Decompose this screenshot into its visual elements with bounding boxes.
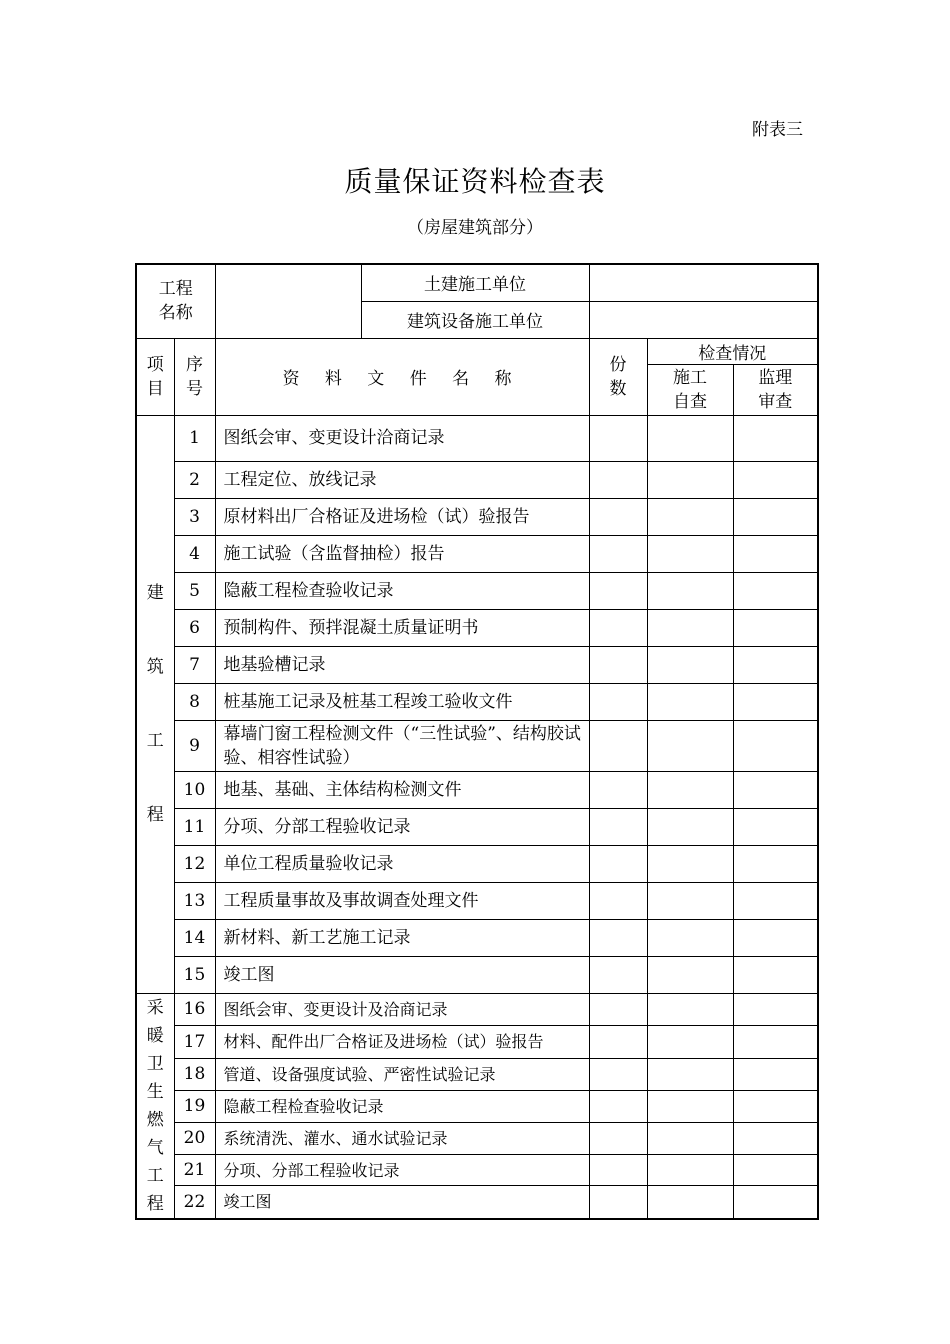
row-self-check[interactable]	[647, 882, 733, 919]
table-row	[136, 646, 818, 683]
col-seq-label: 序号	[185, 354, 203, 399]
row-seq: 17	[174, 1026, 215, 1059]
table-row	[136, 956, 818, 993]
row-supervisor-check[interactable]	[733, 993, 818, 1026]
row-copies[interactable]	[589, 415, 647, 461]
civil-contractor-value[interactable]	[589, 264, 818, 301]
row-seq: 5	[174, 572, 215, 609]
appendix-label: 附表三	[752, 120, 803, 140]
row-self-check[interactable]	[647, 1058, 733, 1091]
table-row	[136, 808, 818, 845]
project-name-value[interactable]	[215, 264, 361, 338]
col-supervisor-check-header	[733, 364, 818, 415]
col-copies-label: 份数	[609, 354, 627, 399]
row-seq: 2	[174, 461, 215, 498]
row-doc-name: 新材料、新工艺施工记录	[215, 919, 589, 956]
row-supervisor-check[interactable]	[733, 1155, 818, 1186]
row-supervisor-check[interactable]	[733, 498, 818, 535]
row-doc-name: 工程质量事故及事故调查处理文件	[215, 882, 589, 919]
row-self-check[interactable]	[647, 461, 733, 498]
row-self-check[interactable]	[647, 683, 733, 720]
col-check-header: 检查情况	[647, 338, 818, 364]
table-row	[136, 1186, 818, 1219]
row-seq: 7	[174, 646, 215, 683]
row-self-check[interactable]	[647, 415, 733, 461]
col-copies-header	[589, 338, 647, 415]
row-supervisor-check[interactable]	[733, 461, 818, 498]
row-self-check[interactable]	[647, 1186, 733, 1219]
col-item-label: 项目	[146, 354, 164, 399]
quality-assurance-table	[135, 263, 819, 1220]
row-supervisor-check[interactable]	[733, 882, 818, 919]
row-seq: 3	[174, 498, 215, 535]
row-copies[interactable]	[589, 771, 647, 808]
col-self-check-label: 施工自查	[673, 367, 707, 412]
table-row	[136, 1026, 818, 1059]
row-supervisor-check[interactable]	[733, 845, 818, 882]
row-supervisor-check[interactable]	[733, 1122, 818, 1155]
table-row	[136, 1058, 818, 1091]
row-copies[interactable]	[589, 609, 647, 646]
row-copies[interactable]	[589, 646, 647, 683]
row-copies[interactable]	[589, 1155, 647, 1186]
row-seq: 4	[174, 535, 215, 572]
row-supervisor-check[interactable]	[733, 720, 818, 771]
row-self-check[interactable]	[647, 720, 733, 771]
table-row	[136, 461, 818, 498]
table-row	[136, 609, 818, 646]
row-copies[interactable]	[589, 535, 647, 572]
project-name-label-cell	[136, 264, 215, 338]
row-self-check[interactable]	[647, 1122, 733, 1155]
row-self-check[interactable]	[647, 993, 733, 1026]
row-doc-name: 图纸会审、变更设计洽商记录	[215, 415, 589, 461]
row-self-check[interactable]	[647, 609, 733, 646]
row-self-check[interactable]	[647, 956, 733, 993]
row-supervisor-check[interactable]	[733, 956, 818, 993]
category-label: 采暖卫生燃气工程	[146, 997, 164, 1214]
table-row	[136, 882, 818, 919]
row-copies[interactable]	[589, 1122, 647, 1155]
row-doc-name: 管道、设备强度试验、严密性试验记录	[215, 1058, 589, 1091]
row-self-check[interactable]	[647, 535, 733, 572]
row-seq: 8	[174, 683, 215, 720]
table-row	[136, 993, 818, 1026]
table-row	[136, 1155, 818, 1186]
row-self-check[interactable]	[647, 771, 733, 808]
equipment-contractor-value[interactable]	[589, 301, 818, 338]
row-doc-name: 图纸会审、变更设计及洽商记录	[215, 993, 589, 1026]
row-doc-name: 幕墙门窗工程检测文件（“三性试验”、结构胶试验、相容性试验）	[215, 720, 589, 771]
row-seq: 20	[174, 1122, 215, 1155]
row-copies[interactable]	[589, 461, 647, 498]
row-doc-name: 单位工程质量验收记录	[215, 845, 589, 882]
row-self-check[interactable]	[647, 1091, 733, 1122]
row-copies[interactable]	[589, 1058, 647, 1091]
row-doc-name: 施工试验（含监督抽检）报告	[215, 535, 589, 572]
row-supervisor-check[interactable]	[733, 1026, 818, 1059]
col-item-header	[136, 338, 174, 415]
row-supervisor-check[interactable]	[733, 415, 818, 461]
table-row	[136, 919, 818, 956]
row-self-check[interactable]	[647, 1026, 733, 1059]
row-doc-name: 工程定位、放线记录	[215, 461, 589, 498]
row-seq: 19	[174, 1091, 215, 1122]
row-doc-name: 竣工图	[215, 956, 589, 993]
row-doc-name: 材料、配件出厂合格证及进场检（试）验报告	[215, 1026, 589, 1059]
row-supervisor-check[interactable]	[733, 808, 818, 845]
row-doc-name: 地基验槽记录	[215, 646, 589, 683]
row-self-check[interactable]	[647, 498, 733, 535]
page-subtitle: （房屋建筑部分）	[407, 218, 543, 238]
row-seq: 22	[174, 1186, 215, 1219]
row-copies[interactable]	[589, 1186, 647, 1219]
row-doc-name: 系统清洗、灌水、通水试验记录	[215, 1122, 589, 1155]
row-seq: 18	[174, 1058, 215, 1091]
table-row	[136, 535, 818, 572]
row-seq: 14	[174, 919, 215, 956]
row-supervisor-check[interactable]	[733, 1186, 818, 1219]
row-copies[interactable]	[589, 1026, 647, 1059]
row-copies[interactable]	[589, 720, 647, 771]
row-supervisor-check[interactable]	[733, 535, 818, 572]
row-seq: 15	[174, 956, 215, 993]
row-seq: 16	[174, 993, 215, 1026]
table-row	[136, 498, 818, 535]
category-cell	[136, 415, 174, 993]
row-doc-name: 分项、分部工程验收记录	[215, 808, 589, 845]
table-row	[136, 572, 818, 609]
row-seq: 1	[174, 415, 215, 461]
row-copies[interactable]	[589, 993, 647, 1026]
row-seq: 6	[174, 609, 215, 646]
col-supervisor-check-label: 监理审查	[758, 367, 793, 412]
col-doc-name-label: 资 料 文 件 名 称	[282, 369, 522, 389]
row-supervisor-check[interactable]	[733, 609, 818, 646]
row-doc-name: 桩基施工记录及桩基工程竣工验收文件	[215, 683, 589, 720]
row-supervisor-check[interactable]	[733, 646, 818, 683]
row-doc-name: 原材料出厂合格证及进场检（试）验报告	[215, 498, 589, 535]
row-copies[interactable]	[589, 956, 647, 993]
category-cell	[136, 993, 174, 1219]
row-supervisor-check[interactable]	[733, 683, 818, 720]
row-copies[interactable]	[589, 498, 647, 535]
row-seq: 21	[174, 1155, 215, 1186]
col-self-check-header	[647, 364, 733, 415]
page-title: 质量保证资料检查表	[344, 165, 606, 198]
row-copies[interactable]	[589, 882, 647, 919]
row-supervisor-check[interactable]	[733, 771, 818, 808]
project-name-label: 工程名称	[158, 279, 193, 324]
table-row	[136, 720, 818, 771]
table-row	[136, 1091, 818, 1122]
category-label: 建筑工程	[146, 583, 164, 825]
row-seq: 11	[174, 808, 215, 845]
table-row	[136, 845, 818, 882]
table-body	[136, 264, 818, 1219]
row-self-check[interactable]	[647, 572, 733, 609]
row-supervisor-check[interactable]	[733, 1058, 818, 1091]
row-self-check[interactable]	[647, 808, 733, 845]
row-seq: 10	[174, 771, 215, 808]
equipment-contractor-label: 建筑设备施工单位	[361, 301, 589, 338]
row-copies[interactable]	[589, 572, 647, 609]
row-self-check[interactable]	[647, 845, 733, 882]
row-copies[interactable]	[589, 845, 647, 882]
civil-contractor-label: 土建施工单位	[361, 264, 589, 301]
row-supervisor-check[interactable]	[733, 1091, 818, 1122]
row-copies[interactable]	[589, 1091, 647, 1122]
table-row	[136, 1122, 818, 1155]
table-row	[136, 415, 818, 461]
row-doc-name: 地基、基础、主体结构检测文件	[215, 771, 589, 808]
row-supervisor-check[interactable]	[733, 572, 818, 609]
row-self-check[interactable]	[647, 919, 733, 956]
row-doc-name: 隐蔽工程检查验收记录	[215, 1091, 589, 1122]
table-row	[136, 771, 818, 808]
row-seq: 12	[174, 845, 215, 882]
row-seq: 9	[174, 720, 215, 771]
table-row	[136, 683, 818, 720]
row-seq: 13	[174, 882, 215, 919]
row-doc-name: 竣工图	[215, 1186, 589, 1219]
col-doc-name-header	[215, 338, 589, 415]
row-doc-name: 隐蔽工程检查验收记录	[215, 572, 589, 609]
row-doc-name: 分项、分部工程验收记录	[215, 1155, 589, 1186]
row-copies[interactable]	[589, 808, 647, 845]
row-self-check[interactable]	[647, 646, 733, 683]
row-copies[interactable]	[589, 683, 647, 720]
row-copies[interactable]	[589, 919, 647, 956]
row-self-check[interactable]	[647, 1155, 733, 1186]
row-supervisor-check[interactable]	[733, 919, 818, 956]
col-seq-header	[174, 338, 215, 415]
row-doc-name: 预制构件、预拌混凝土质量证明书	[215, 609, 589, 646]
